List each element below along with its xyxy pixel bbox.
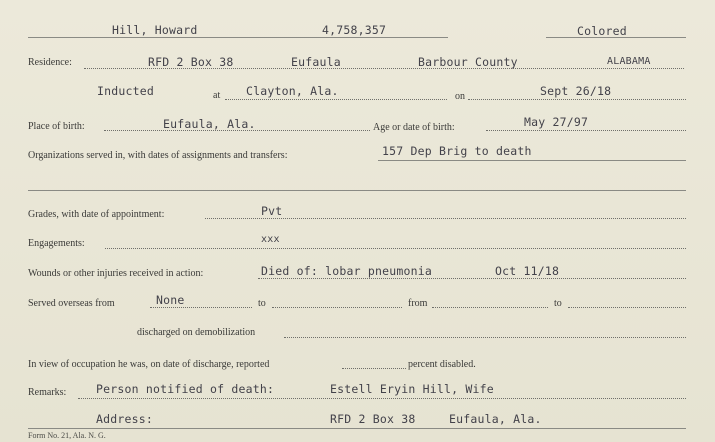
engagements-lead <box>105 248 686 249</box>
remarks-person: Estell Eryin Hill, Wife <box>330 382 494 396</box>
residence-address: RFD 2 Box 38 <box>148 55 234 69</box>
engagements-value: xxx <box>261 234 280 245</box>
residence-county: Barbour County <box>418 55 518 69</box>
induction-type: Inducted <box>97 84 154 98</box>
overseas-from-label-2: from <box>408 298 428 309</box>
discharge-lead <box>284 337 686 338</box>
grades-label: Grades, with date of appointment: <box>28 209 165 220</box>
occupation-lead <box>342 368 406 369</box>
discharge-label: discharged on demobilization <box>137 327 256 338</box>
overseas-from-label: Served overseas from <box>28 298 115 309</box>
remarks-text: Person notified of death: <box>96 382 275 396</box>
header-rule-right <box>546 37 686 38</box>
remarks-address-rule <box>28 428 686 429</box>
induction-place-lead <box>225 99 447 100</box>
overseas-from-lead <box>150 307 252 308</box>
induction-date-lead <box>468 99 686 100</box>
birth-place-label: Place of birth: <box>28 121 85 132</box>
birth-date: May 27/97 <box>524 115 589 129</box>
overseas-to-label-2: to <box>554 298 562 309</box>
remarks-city: Eufaula, Ala. <box>449 412 542 426</box>
header-rule <box>28 37 448 38</box>
residence-city: Eufaula <box>291 55 341 69</box>
organizations-label: Organizations served in, with dates of assignments and transfers: <box>28 150 288 161</box>
occupation-label-after: percent disabled. <box>408 359 476 370</box>
organizations-value: 157 Dep Brig to death <box>382 144 532 158</box>
serial-number: 4,758,357 <box>322 23 387 37</box>
organizations-rule <box>378 160 686 161</box>
organizations-rule-2 <box>28 190 686 191</box>
grades-lead <box>205 218 686 219</box>
overseas-to-lead-2 <box>568 307 686 308</box>
grades-value: Pvt <box>261 204 283 218</box>
residence-label: Residence: <box>28 57 72 68</box>
remarks-address-label: Address: <box>96 412 153 426</box>
birth-place: Eufaula, Ala. <box>163 117 256 131</box>
engagements-label: Engagements: <box>28 238 85 249</box>
wounds-lead <box>258 278 686 279</box>
wounds-label: Wounds or other injuries received in action: <box>28 268 204 279</box>
induction-at-label: at <box>213 90 221 101</box>
overseas-from-value: None <box>156 293 185 307</box>
birth-age-lead <box>486 130 686 131</box>
form-number: Form No. 21, Ala. N. G. <box>28 431 106 440</box>
remarks-lead <box>78 398 686 399</box>
occupation-label-before: In view of occupation he was, on date of discharge, reported <box>28 359 270 370</box>
induction-place: Clayton, Ala. <box>246 84 339 98</box>
birth-age-label: Age or date of birth: <box>373 122 455 133</box>
residence-state: ALABAMA <box>607 56 651 67</box>
overseas-from-lead-2 <box>432 307 548 308</box>
soldier-name: Hill, Howard <box>112 23 198 37</box>
wounds-date: Oct 11/18 <box>495 264 560 278</box>
induction-date: Sept 26/18 <box>540 84 612 98</box>
wounds-value: Died of: lobar pneumonia <box>261 264 432 278</box>
induction-on-label: on <box>455 91 465 102</box>
remarks-address: RFD 2 Box 38 <box>330 412 416 426</box>
overseas-to-lead-1 <box>272 307 402 308</box>
overseas-to-label-1: to <box>258 298 266 309</box>
remarks-label: Remarks: <box>28 387 67 398</box>
race: Colored <box>577 24 627 38</box>
